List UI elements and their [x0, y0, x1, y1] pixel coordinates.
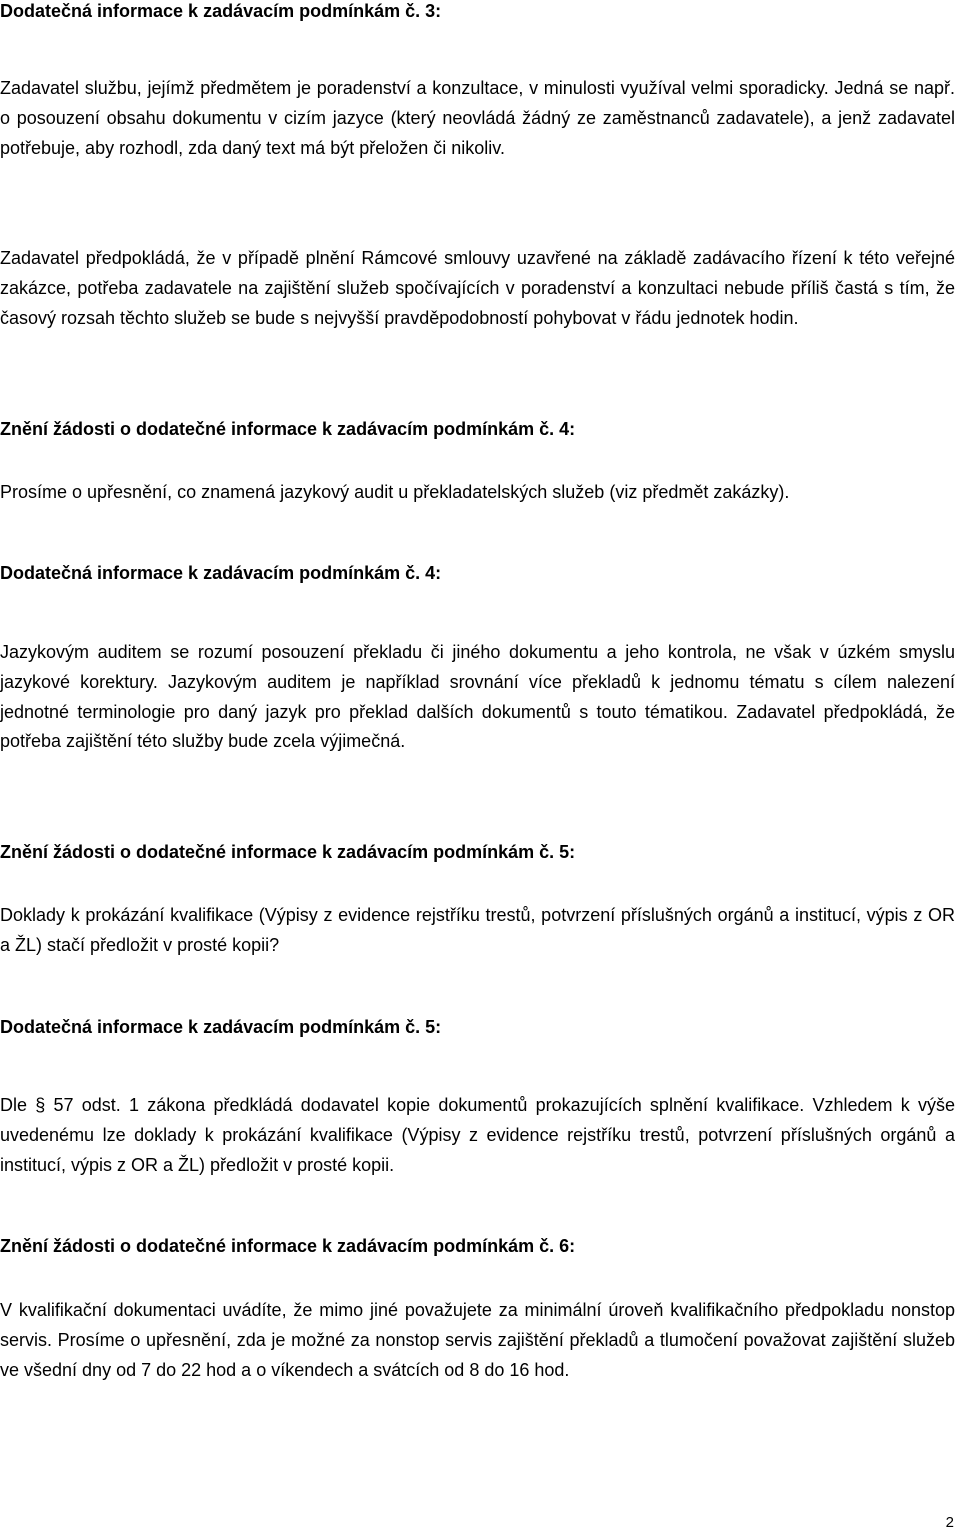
page-number: 2 — [945, 1514, 954, 1531]
section-heading: Dodatečná informace k zadávacím podmínkám č. 3: — [0, 1, 442, 21]
section-heading: Znění žádosti o dodatečné informace k zadávacím podmínkám č. 5: — [0, 842, 576, 862]
paragraph: Prosíme o upřesnění, co znamená jazykový audit u překladatelských služeb (viz předmět zakázky). — [0, 482, 790, 502]
paragraph: V kvalifikační dokumentaci uvádíte, že mimo jiné považujete za minimální úroveň kvalifikačního předpokladu nonstop servis. Prosíme o upřesnění, zda je možné za nonstop servis zajištění překladů a tlumočení považovat zajištění služeb ve všední dny od 7 do 22 hod a o víkendech a svátcích od 8 do 16 hod. — [0, 1300, 955, 1380]
paragraph: Jazykovým auditem se rozumí posouzení překladu či jiného dokumentu a jeho kontrola, ne však v úzkém smyslu jazykové korektury. Jazykovým auditem je například srovnání více překladů k jednomu tématu s cílem nalezení jednotné terminologie pro daný jazyk pro překlad dalších dokumentů s touto tématikou. Zadavatel předpokládá, že potřeba zajištění této služby bude zcela výjimečná. — [0, 642, 955, 752]
section-heading: Znění žádosti o dodatečné informace k zadávacím podmínkám č. 6: — [0, 1236, 576, 1256]
paragraph: Doklady k prokázání kvalifikace (Výpisy z evidence rejstříku trestů, potvrzení příslušných orgánů a institucí, výpis z OR a ŽL) stačí předložit v prosté kopii? — [0, 905, 955, 955]
paragraph: Dle § 57 odst. 1 zákona předkládá dodavatel kopie dokumentů prokazujících splnění kvalifikace. Vzhledem k výše uvedenému lze doklady k prokázání kvalifikace (Výpisy z evidence rejstříku trestů, potvrzení příslušných orgánů a institucí, výpis z OR a ŽL) předložit v prosté kopii. — [0, 1095, 955, 1175]
section-heading: Znění žádosti o dodatečné informace k zadávacím podmínkám č. 4: — [0, 419, 576, 439]
paragraph: Zadavatel službu, jejímž předmětem je poradenství a konzultace, v minulosti využíval velmi sporadicky. Jedná se např. o posouzení obsahu dokumentu v cizím jazyce (který neovládá žádný ze zaměstnanců zadavatele), a jenž zadavatel potřebuje, aby rozhodl, zda daný text má být přeložen či nikoliv. — [0, 78, 955, 158]
section-heading: Dodatečná informace k zadávacím podmínkám č. 5: — [0, 1017, 442, 1037]
section-heading: Dodatečná informace k zadávacím podmínkám č. 4: — [0, 563, 442, 583]
paragraph: Zadavatel předpokládá, že v případě plnění Rámcové smlouvy uzavřené na základě zadávacího řízení k této veřejné zakázce, potřeba zadavatele na zajištění služeb spočívajících v poradenství a konzultaci nebude příliš častá s tím, že časový rozsah těchto služeb se bude s nejvyšší pravděpodobností pohybovat v řádu jednotek hodin. — [0, 248, 955, 328]
